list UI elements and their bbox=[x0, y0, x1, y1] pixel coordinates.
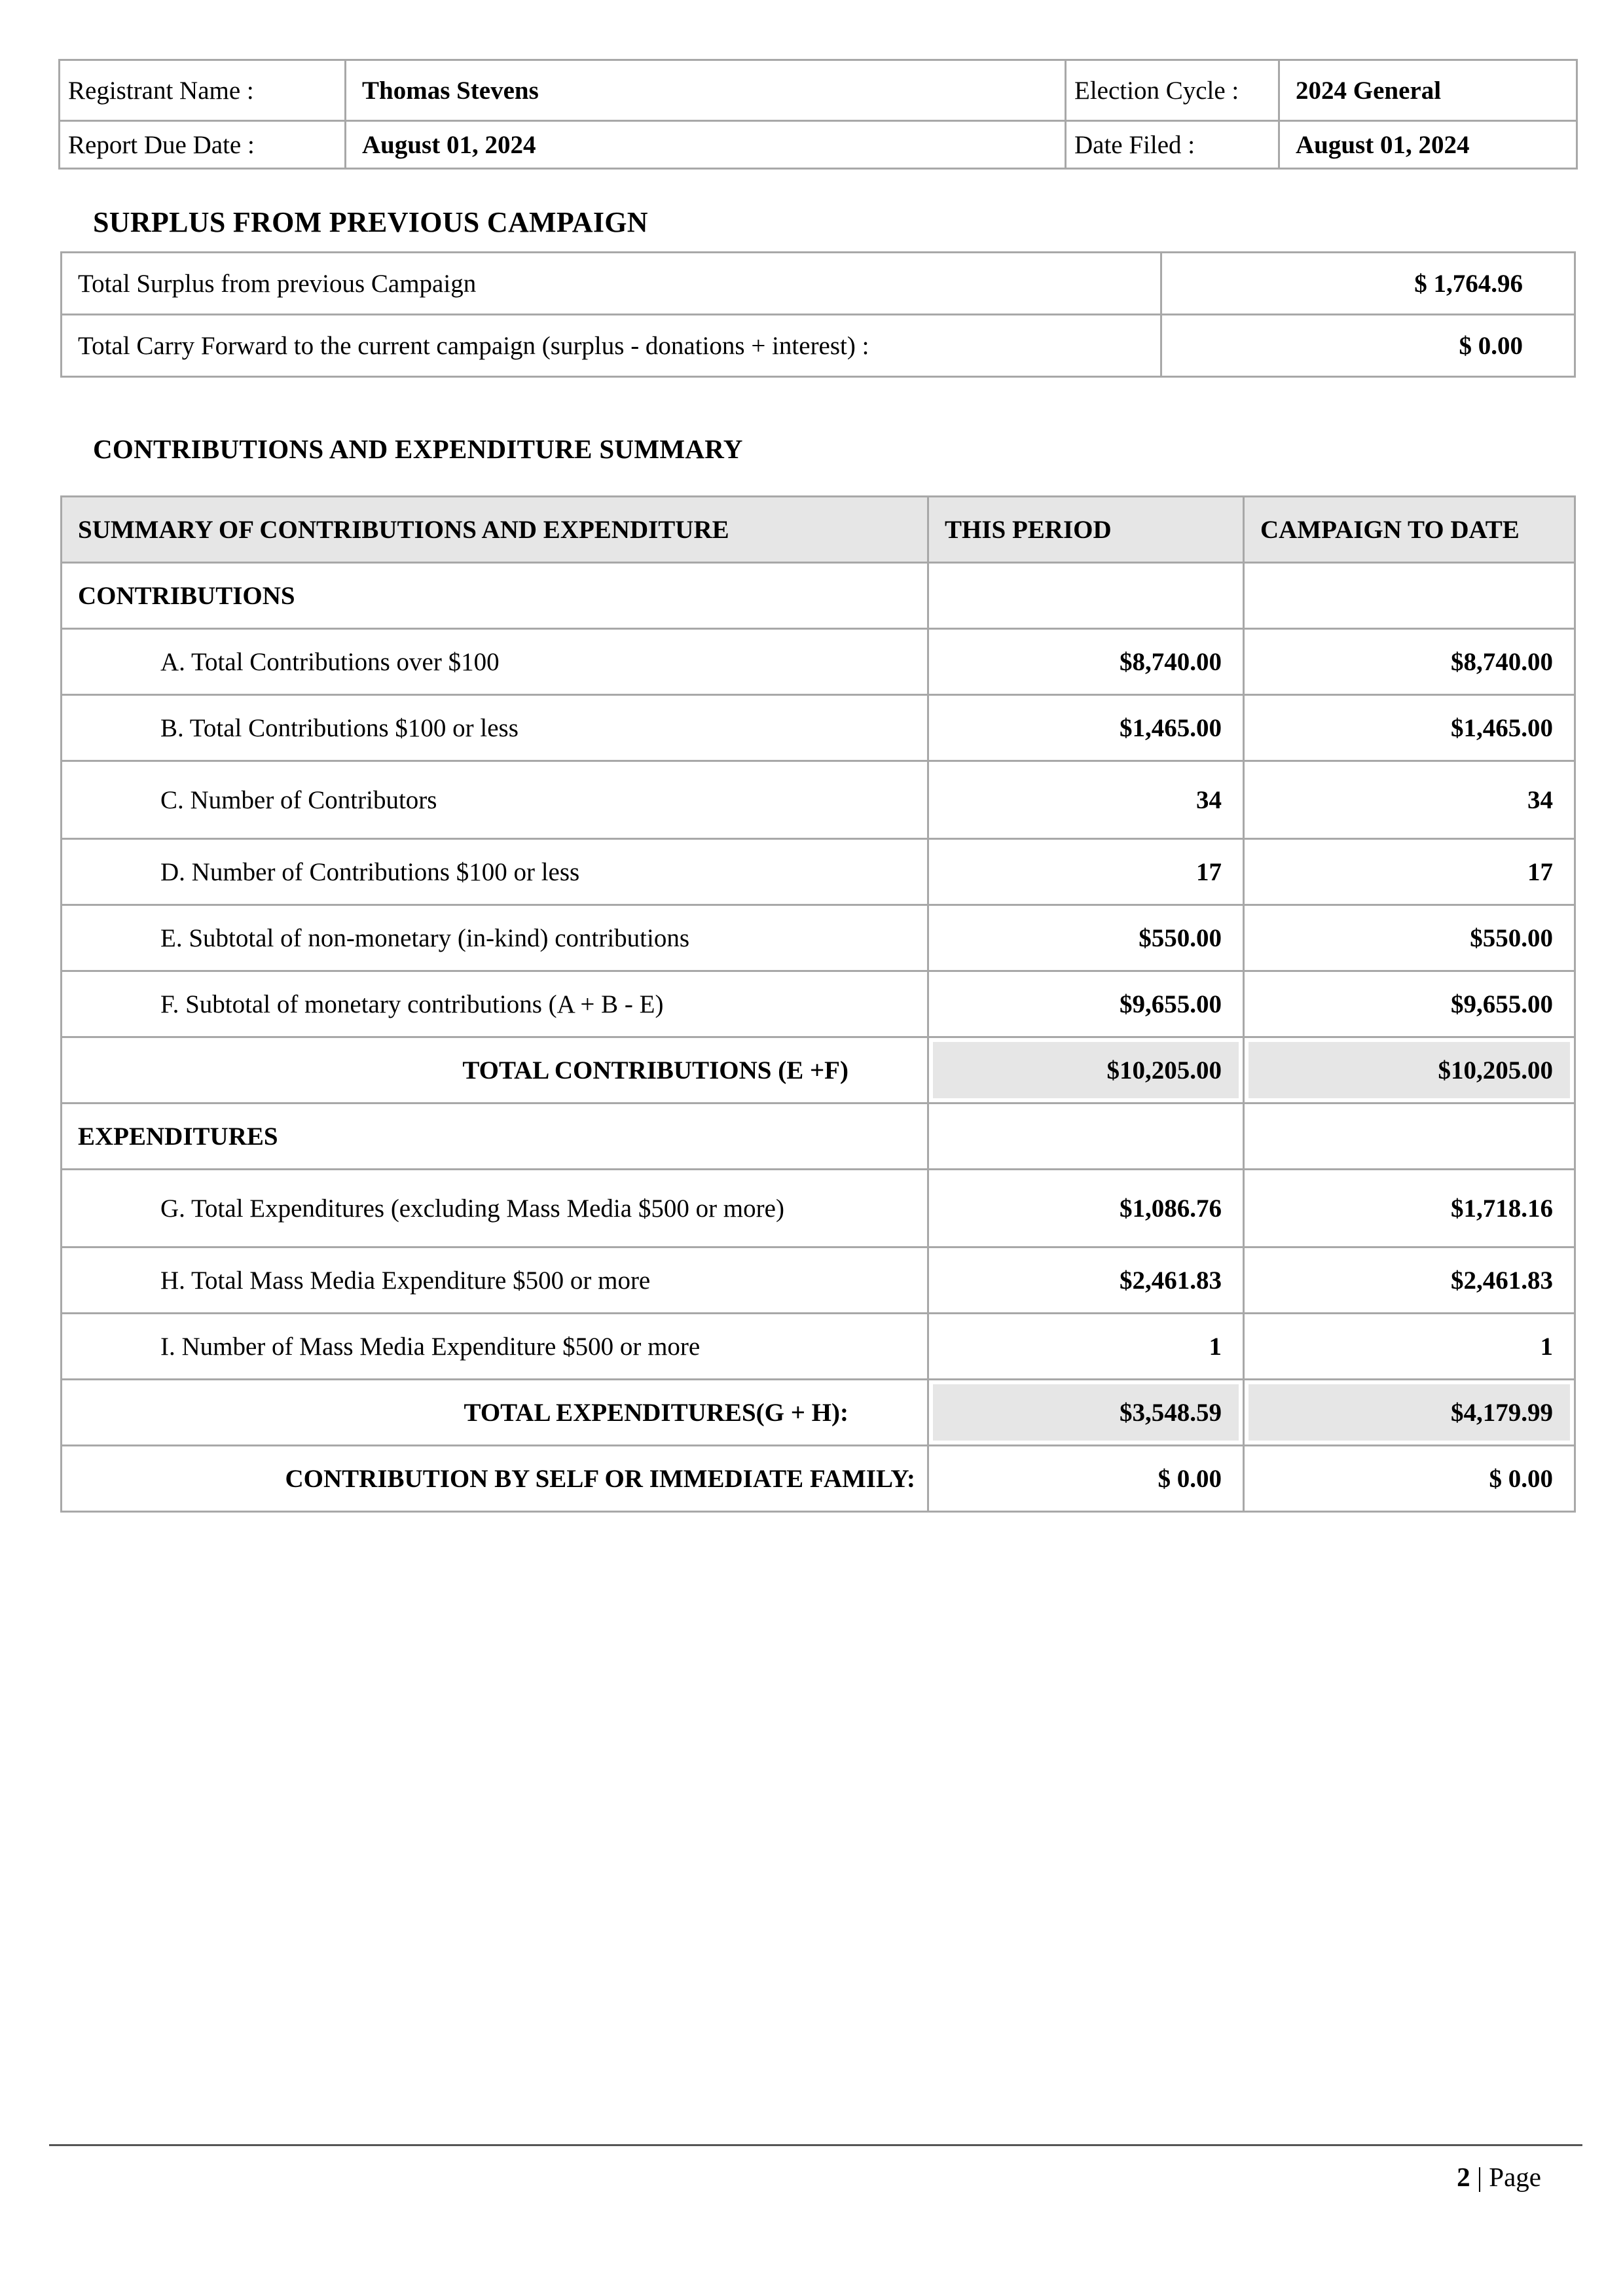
this-period-value: 1 bbox=[928, 1314, 1244, 1380]
this-period-value: 34 bbox=[928, 761, 1244, 839]
table-row bbox=[62, 971, 1575, 1037]
registrant-name-label: Registrant Name : bbox=[60, 60, 346, 121]
this-period-value: $8,740.00 bbox=[928, 629, 1244, 695]
election-cycle-label: Election Cycle : bbox=[1066, 60, 1279, 121]
page-number: 2 bbox=[1457, 2162, 1470, 2192]
total-expenditures-to-date: $4,179.99 bbox=[1244, 1380, 1575, 1446]
row-label: D. Number of Contributions $100 or less bbox=[62, 839, 928, 905]
campaign-to-date-value: 34 bbox=[1244, 761, 1575, 839]
campaign-to-date-value: $1,465.00 bbox=[1244, 695, 1575, 761]
self-contribution-this-period: $ 0.00 bbox=[928, 1446, 1244, 1512]
table-row bbox=[62, 1170, 1575, 1247]
summary-section-title: CONTRIBUTIONS AND EXPENDITURE SUMMARY bbox=[93, 434, 743, 464]
table-row bbox=[62, 253, 1575, 315]
election-cycle-value: 2024 General bbox=[1279, 60, 1577, 121]
contributions-heading: CONTRIBUTIONS bbox=[62, 563, 928, 629]
registrant-name-value: Thomas Stevens bbox=[346, 60, 1066, 121]
page-footer bbox=[1457, 2161, 1541, 2193]
contributions-heading-row bbox=[62, 563, 1575, 629]
this-period-value: $9,655.00 bbox=[928, 971, 1244, 1037]
total-expenditures-this-period: $3,548.59 bbox=[928, 1380, 1244, 1446]
row-label: H. Total Mass Media Expenditure $500 or more bbox=[62, 1247, 928, 1314]
table-row bbox=[62, 839, 1575, 905]
campaign-to-date-value: $2,461.83 bbox=[1244, 1247, 1575, 1314]
column-header-summary: SUMMARY OF CONTRIBUTIONS AND EXPENDITURE bbox=[62, 497, 928, 563]
self-contribution-label: CONTRIBUTION BY SELF OR IMMEDIATE FAMILY: bbox=[62, 1446, 928, 1512]
column-header-this-period: THIS PERIOD bbox=[928, 497, 1244, 563]
report-due-date-label: Report Due Date : bbox=[60, 121, 346, 169]
page-label: | Page bbox=[1476, 2162, 1541, 2192]
self-contribution-to-date: $ 0.00 bbox=[1244, 1446, 1575, 1512]
report-header-table bbox=[58, 59, 1578, 170]
table-row bbox=[62, 1314, 1575, 1380]
this-period-value: 17 bbox=[928, 839, 1244, 905]
date-filed-value: August 01, 2024 bbox=[1279, 121, 1577, 169]
this-period-value: $2,461.83 bbox=[928, 1247, 1244, 1314]
row-label: E. Subtotal of non-monetary (in-kind) contributions bbox=[62, 905, 928, 971]
date-filed-label: Date Filed : bbox=[1066, 121, 1279, 169]
total-contributions-this-period: $10,205.00 bbox=[928, 1037, 1244, 1103]
carry-forward-label: Total Carry Forward to the current campaign (surplus - donations + interest) : bbox=[62, 315, 1161, 377]
this-period-value: $1,086.76 bbox=[928, 1170, 1244, 1247]
total-expenditures-row bbox=[62, 1380, 1575, 1446]
carry-forward-amount: $ 0.00 bbox=[1161, 315, 1575, 377]
campaign-to-date-value: $1,718.16 bbox=[1244, 1170, 1575, 1247]
table-row bbox=[62, 761, 1575, 839]
column-header-campaign-to-date: CAMPAIGN TO DATE bbox=[1244, 497, 1575, 563]
campaign-to-date-value: $550.00 bbox=[1244, 905, 1575, 971]
row-label: F. Subtotal of monetary contributions (A + B - E) bbox=[62, 971, 928, 1037]
row-label: G. Total Expenditures (excluding Mass Media $500 or more) bbox=[62, 1170, 928, 1247]
table-row bbox=[62, 629, 1575, 695]
expenditures-heading: EXPENDITURES bbox=[62, 1103, 928, 1170]
surplus-table bbox=[60, 251, 1576, 378]
campaign-to-date-value: $8,740.00 bbox=[1244, 629, 1575, 695]
total-contributions-row bbox=[62, 1037, 1575, 1103]
row-label: A. Total Contributions over $100 bbox=[62, 629, 928, 695]
total-expenditures-label: TOTAL EXPENDITURES(G + H): bbox=[62, 1380, 928, 1446]
campaign-to-date-value: 1 bbox=[1244, 1314, 1575, 1380]
table-header-row bbox=[62, 497, 1575, 563]
campaign-to-date-value: 17 bbox=[1244, 839, 1575, 905]
row-label: I. Number of Mass Media Expenditure $500 or more bbox=[62, 1314, 928, 1380]
this-period-value: $550.00 bbox=[928, 905, 1244, 971]
campaign-to-date-value: $9,655.00 bbox=[1244, 971, 1575, 1037]
table-row bbox=[62, 315, 1575, 377]
row-label: C. Number of Contributors bbox=[62, 761, 928, 839]
footer-divider bbox=[49, 2144, 1582, 2146]
table-row bbox=[62, 695, 1575, 761]
report-due-date-value: August 01, 2024 bbox=[346, 121, 1066, 169]
table-row bbox=[62, 1247, 1575, 1314]
self-contribution-row bbox=[62, 1446, 1575, 1512]
total-surplus-label: Total Surplus from previous Campaign bbox=[62, 253, 1161, 315]
this-period-value: $1,465.00 bbox=[928, 695, 1244, 761]
total-surplus-amount: $ 1,764.96 bbox=[1161, 253, 1575, 315]
row-label: B. Total Contributions $100 or less bbox=[62, 695, 928, 761]
table-row bbox=[62, 905, 1575, 971]
expenditures-heading-row bbox=[62, 1103, 1575, 1170]
contributions-expenditure-summary-table bbox=[60, 495, 1576, 1513]
surplus-section-title: SURPLUS FROM PREVIOUS CAMPAIGN bbox=[93, 206, 648, 238]
total-contributions-label: TOTAL CONTRIBUTIONS (E +F) bbox=[62, 1037, 928, 1103]
total-contributions-to-date: $10,205.00 bbox=[1244, 1037, 1575, 1103]
